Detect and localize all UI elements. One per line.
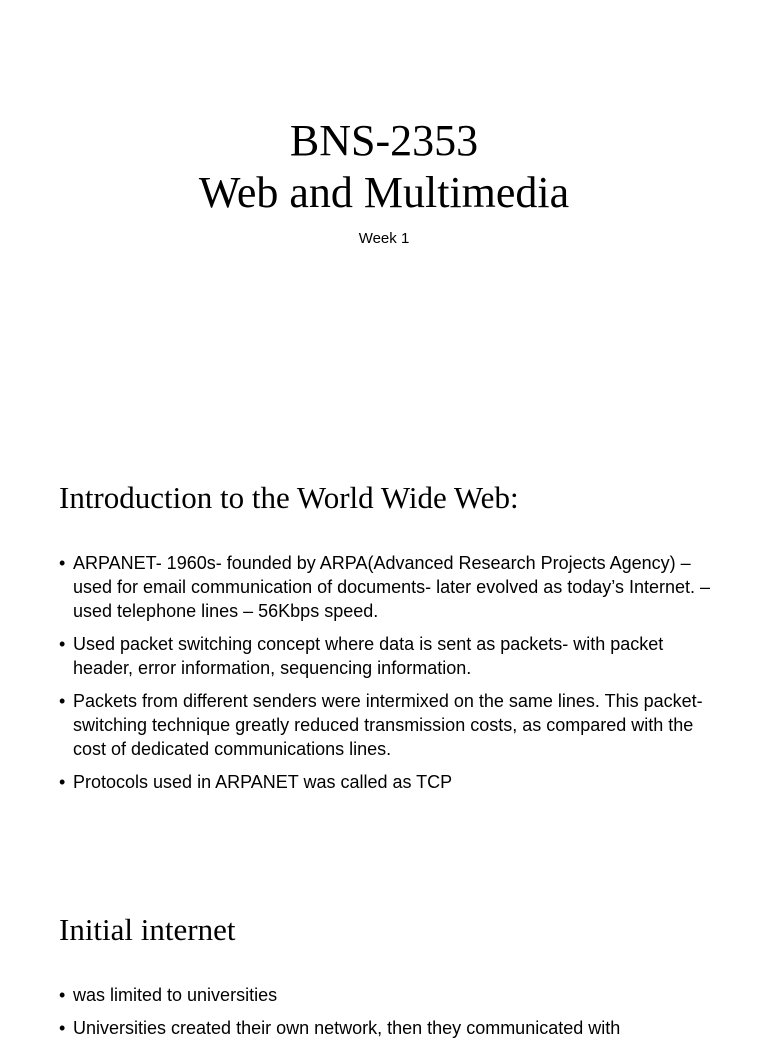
bullet-list (59, 983, 719, 1049)
course-name-title: Web and Multimedia (198, 168, 570, 217)
bullet-item (59, 770, 719, 794)
course-code-title: BNS-2353 (289, 116, 479, 165)
bullet-text: Protocols used in ARPANET was called as TCP (73, 772, 453, 792)
slide-heading: Initial internet (59, 912, 236, 947)
bullet-item (59, 1016, 719, 1040)
bullet-text: Universities created their own network, then they communicated with (73, 1018, 621, 1038)
bullet-icon: • (59, 691, 66, 711)
bullet-list (59, 551, 719, 803)
title-slide (0, 0, 768, 432)
bullet-item (59, 983, 719, 1007)
bullet-icon: • (59, 553, 66, 573)
bullet-text: Packets from different senders were intermixed on the same lines. This packet-switching technique greatly reduced transmission costs, as compared with the cost of dedicated communications lines. (73, 691, 703, 759)
bullet-text: ARPANET- 1960s- founded by ARPA(Advanced Research Projects Agency) – used for email communication of documents- later evolved as today’s Internet. – used telephone lines – 56Kbps speed. (73, 553, 710, 621)
bullet-icon: • (59, 634, 66, 654)
slide-heading: Introduction to the World Wide Web: (59, 480, 519, 515)
bullet-item (59, 689, 719, 761)
www-introduction-slide (0, 444, 768, 864)
bullet-text: Used packet switching concept where data is sent as packets- with packet header, error information, sequencing information. (73, 634, 664, 678)
initial-internet-slide (0, 876, 768, 1038)
bullet-icon: • (59, 772, 66, 792)
bullet-item (59, 632, 719, 680)
bullet-icon: • (59, 985, 66, 1005)
week-subtitle: Week 1 (358, 230, 410, 247)
bullet-item (59, 551, 719, 623)
bullet-icon: • (59, 1018, 66, 1038)
bullet-text: was limited to universities (73, 985, 278, 1005)
